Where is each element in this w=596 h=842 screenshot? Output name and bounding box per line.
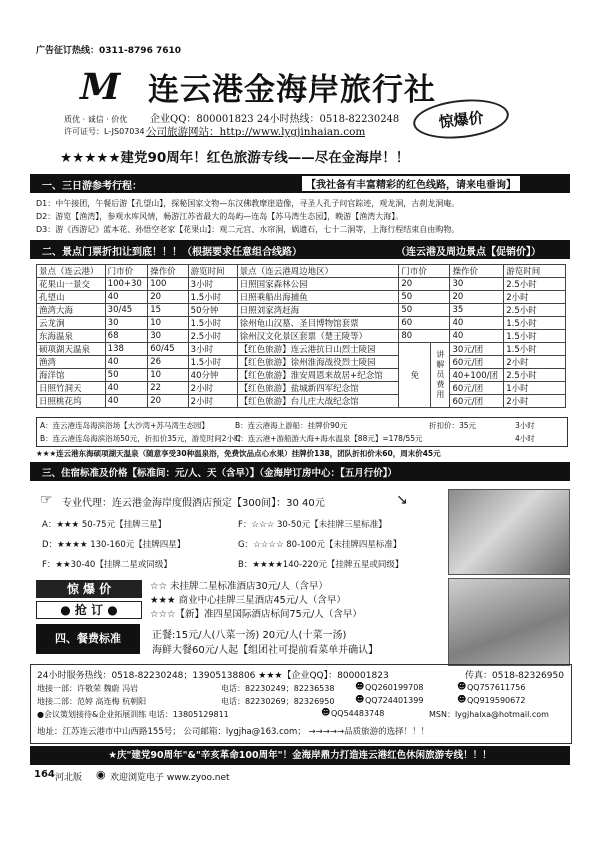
section2-title: 二、景点门票折扣让到底！！！（根据要求任意组合线路） [42, 247, 302, 258]
cell: 80 [399, 330, 431, 343]
ticket-price-table [36, 264, 566, 408]
shock-price-badge: 惊爆价 [411, 95, 510, 143]
grab-booking-label: ● 抢 订 ● [36, 601, 142, 619]
col-header: 操作价 [148, 265, 188, 278]
combo-b-note: B：连云港连岛海滨浴场50元，折扣价35元，游览时间2小时 [40, 434, 242, 443]
col-header: 操作价 [450, 265, 504, 278]
hotel-row-2-right: G：☆☆☆☆ 80-100元【未挂牌四星标准】 [238, 540, 402, 550]
cell: 1.5小时 [188, 291, 237, 304]
cell: 3小时 [188, 343, 237, 356]
dept2-qq-a: QQ724401399 [365, 696, 424, 705]
dept1-staff: 地接一部：许敬荣 魏蔚 冯岩 [37, 684, 139, 693]
combo-box [36, 417, 568, 447]
cell: 3小时 [188, 278, 237, 291]
cell: 2.5小时 [504, 278, 566, 291]
cell: 徐州汉文化景区套票（楚王陵等） [237, 330, 399, 343]
shock-price-label: 惊 爆 价 [36, 580, 142, 598]
cell: 2小时 [188, 395, 237, 408]
cell: 【红色旅游】淮安周恩来故居+纪念馆 [237, 369, 399, 382]
footer-banner: ★庆"建党90周年"&"辛亥革命100周年"！金海岸鼎力打造连云港红色休闲旅游专线！！！ [30, 746, 570, 765]
hotel-row-3-right: B：★★★★140-220元【挂牌五星或同级】 [238, 560, 404, 570]
cell: 渔湾大海 [37, 304, 106, 317]
website[interactable]: 公司旅游网站：http://www.lygjinhaian.com [146, 126, 366, 138]
section1-header [30, 174, 570, 193]
cell: 60元/团 [450, 356, 504, 369]
qq-icon: ☻ [321, 708, 331, 718]
cell: 1.5小时 [188, 356, 237, 369]
msn[interactable]: MSN：lygjhalxa@hotmail.com [429, 710, 549, 719]
cell-spacer [431, 304, 450, 317]
qq-icon: ☻ [457, 695, 467, 705]
cell: 花果山一景交 [37, 278, 106, 291]
conference-qq: QQ54483748 [331, 709, 385, 718]
combo-time-1: 3小时 [515, 421, 535, 430]
logo-mark: M [75, 66, 125, 108]
dept1-phone: 电话：82230249；82236538 [221, 684, 335, 693]
cell: 20 [399, 278, 431, 291]
cell: 68 [105, 330, 148, 343]
promo-line-2: ★★★ 商业中心挂牌三星酒店45元/人（含早） [150, 595, 346, 606]
hotel-row-2-left: D：★★★★ 130-160元【挂牌四星】 [42, 540, 186, 550]
qq-icon: ☻ [457, 682, 467, 692]
cell: 日照国家森林公园 [237, 278, 399, 291]
brand-url[interactable]: 欢迎浏览电子 www.zyoo.net [110, 773, 230, 783]
cell: 30/45 [105, 304, 148, 317]
cell: 22 [148, 382, 188, 395]
edition: 河北版 [55, 773, 83, 783]
cell: 20 [450, 291, 504, 304]
section2-header [30, 240, 570, 259]
cell: 40 [105, 291, 148, 304]
cell-spacer [431, 330, 450, 343]
hotel-row-1-right: F：☆☆☆ 30-50元【未挂牌三星标准】 [238, 520, 387, 530]
itinerary-day2: D2：游览【渔湾】，参观水库风情，畅游江苏省最大的岛屿—连岛【苏马湾生态园】，晚游【渔湾大海】。 [36, 212, 404, 221]
cell: 35 [450, 304, 504, 317]
cell: 【红色旅游】台儿庄大战纪念馆 [237, 395, 399, 408]
page-number: 164 [34, 769, 55, 780]
col-header: 门市价 [105, 265, 148, 278]
hotel-row-1-left: A：★★★ 50-75元【挂牌三星】 [42, 520, 167, 530]
table-row [37, 343, 566, 356]
ad-hotline: 广告征订热线：0311-8796 7610 [36, 46, 182, 56]
cell: 日照刘家湾赶海 [237, 304, 399, 317]
header [30, 56, 570, 144]
cell: 日照竹洞天 [37, 382, 106, 395]
meal-line-1: 正餐:15元/人(八菜一汤) 20元/人(十菜一汤) [152, 630, 347, 641]
brand-icon: ◉ [96, 768, 106, 781]
combo-price: 折扣价：35元 [429, 421, 477, 430]
cell: 30 [148, 330, 188, 343]
section3-title: 三、住宿标准及价格【标准间：元/人、天（含早）】（金海岸订房中心：【五月行价】） [42, 468, 397, 479]
hot-spring-footnote: ★★★连云港东海硕项湖天温泉（随意享受30种温泉浴，免费饮品点心水果）挂牌价138，团队折扣价未60，周末价45元 [36, 449, 441, 458]
itinerary-day3: D3：游《西游记》蓝本花、孙悟空老家【花果山】：观二元宫、水帘洞，娲遗石，七十二洞等，上海行程结束自由购物。 [36, 225, 460, 234]
cell: 20 [148, 395, 188, 408]
cell: 1.5小时 [188, 317, 237, 330]
cell: 云龙涧 [37, 317, 106, 330]
contact-box [30, 664, 572, 744]
section4-title: 四、餐费标准 [36, 624, 140, 654]
cell: 1.5小时 [504, 330, 566, 343]
combo-c: C：连云港+游船游大海+海水温泉【88元】=178/55元 [235, 434, 423, 443]
cell: 26 [148, 356, 188, 369]
combo-a: A：连云港连岛海滨浴场【大沙湾+苏马湾生态园】 [40, 421, 209, 430]
table-header-row [37, 265, 566, 278]
service-hotline: 24小时服务热线：0518-82230248；13905138806 ★★★【企业QQ】：800001823 [37, 671, 389, 681]
dept1-qq-b: QQ757611756 [467, 683, 526, 692]
dept2-staff: 地接二部：范婷 高连梅 杭朝阳 [37, 697, 147, 706]
itinerary-day1: D1：中午接团，午餐后游【孔望山】，探秘国家文物—东汉佛教摩崖造像，寻圣人孔子问官踪迹，观龙洞，古刹龙洞庵。 [36, 199, 460, 208]
qq-icon: ☻ [355, 682, 365, 692]
qq-icon: ☻ [355, 695, 365, 705]
cell-spacer [431, 317, 450, 330]
cell: 日照桃花坞 [37, 395, 106, 408]
cell: 40 [450, 317, 504, 330]
cell: 1小时 [504, 382, 566, 395]
col-header: 游览时间 [188, 265, 237, 278]
table-row [37, 278, 566, 291]
combo-time-2: 4小时 [515, 434, 535, 443]
cell: 60/45 [148, 343, 188, 356]
arrow-icon: ↘ [396, 492, 408, 508]
cell: 100+30 [105, 278, 148, 291]
cell: 50 [399, 304, 431, 317]
section3-header [30, 462, 570, 481]
cell: 2.5小时 [504, 369, 566, 382]
cell: 徐州龟山汉墓、圣目博物馆套票 [237, 317, 399, 330]
headline: ★★★★★建党90周年！红色旅游专线——尽在金海岸！！ [60, 150, 410, 166]
cell: 20 [148, 291, 188, 304]
section1-note: 【我社备有丰富精彩的红色线路，请来电垂询】 [302, 176, 520, 191]
table-row [37, 395, 566, 408]
cell: 2小时 [188, 382, 237, 395]
cell: 硕项湖天温泉 [37, 343, 106, 356]
table-row [37, 317, 566, 330]
cell: 10 [148, 317, 188, 330]
dept1-qq-a: QQ260199708 [365, 683, 424, 692]
cell: 日照乘船出海捕鱼 [237, 291, 399, 304]
dept2-qq-b: QQ919590672 [467, 696, 526, 705]
table-row [37, 304, 566, 317]
cell: 2小时 [504, 356, 566, 369]
cell: 2.5小时 [504, 304, 566, 317]
hand-icon: ☞ [40, 492, 53, 508]
col-header: 游览时间 [504, 265, 566, 278]
merged-fee-cell: 讲解员费用 [431, 343, 450, 408]
cell: 海洋馆 [37, 369, 106, 382]
cell: 138 [105, 343, 148, 356]
table-row [37, 330, 566, 343]
table-row [37, 382, 566, 395]
cell: 40 [105, 395, 148, 408]
cell: 2小时 [504, 291, 566, 304]
combo-boat: B：连云港海上游船：挂牌价90元 [235, 421, 348, 430]
cell: 40+100/团 [450, 369, 504, 382]
cell: 40 [105, 356, 148, 369]
cell: 50 [105, 369, 148, 382]
cell: 30 [105, 317, 148, 330]
conference-line: ●会议策划接待&企业拓展训练 电话：13805129811 [37, 710, 229, 719]
cell: 50 [399, 291, 431, 304]
cell-spacer [431, 291, 450, 304]
section1-title: 一、三日游参考行程： [42, 181, 142, 192]
agent-line: 专业代理：连云港金海岸度假酒店预定【300间】：30 40元 [62, 498, 325, 509]
promo-line-3: ☆☆☆【新】准四星国际酒店标间75元/人（含早） [150, 609, 362, 620]
cell: 100 [148, 278, 188, 291]
cell: 【红色旅游】盐城新四军纪念馆 [237, 382, 399, 395]
cell: 孔望山 [37, 291, 106, 304]
hotel-row-3-left: F：★★30-40【挂牌二星或同级】 [42, 560, 172, 570]
cell: 2.5小时 [188, 330, 237, 343]
seaside-photo [448, 578, 570, 666]
table-row [37, 356, 566, 369]
meal-line-2: 海鲜大餐60元/人起【组团社可提前看菜单并确认】 [152, 645, 379, 656]
fax: 传真：0518-82326950 [465, 671, 564, 681]
dept2-phone: 电话：82230269；82326950 [221, 697, 335, 706]
cell: 1.5小时 [504, 343, 566, 356]
col-header: 景点（连云港周边地区） [237, 265, 399, 278]
col-header: 景点（连云港） [37, 265, 106, 278]
cell: 1.5小时 [504, 317, 566, 330]
cell: 60元/团 [450, 395, 504, 408]
cell-spacer [431, 278, 450, 291]
cell: 15 [148, 304, 188, 317]
hotel-room-photo [448, 489, 570, 575]
cell: 60元/团 [450, 382, 504, 395]
logo-tagline: 质优 · 诚信 · 价优 [64, 115, 128, 124]
col-header: 门市价 [399, 265, 431, 278]
address-line: 地址：江苏连云港市中山西路155号； 公司邮箱：lygjha@163.com； →→→→→品质旅游的选择！！！ [37, 727, 430, 737]
col-header-spacer [431, 265, 450, 278]
cell: 50分钟 [188, 304, 237, 317]
cell: 【红色旅游】徐州淮海战役烈士陵园 [237, 356, 399, 369]
cell: 30 [450, 278, 504, 291]
company-name: 连云港金海岸旅行社 [148, 72, 436, 108]
cell: 10 [148, 369, 188, 382]
cell: 2小时 [504, 395, 566, 408]
cell: 30元/团 [450, 343, 504, 356]
cell: 60 [399, 317, 431, 330]
cell: 渔湾 [37, 356, 106, 369]
cell: 40 [105, 382, 148, 395]
license-number: 许可证号：L-JS07034 [64, 127, 145, 136]
promo-line-1: ☆☆ 未挂牌二星标准酒店30元/人（含早） [150, 581, 328, 592]
company-logo [70, 68, 134, 108]
table-row [37, 369, 566, 382]
section2-badge: （连云港及周边景点【促销价】） [396, 247, 541, 258]
qq-hotline: 企业QQ：800001823 24小时热线：0518-82230248 [150, 114, 400, 125]
cell: 40分钟 [188, 369, 237, 382]
cell: 东海温泉 [37, 330, 106, 343]
table-row [37, 291, 566, 304]
cell: 40 [450, 330, 504, 343]
merged-free-cell: 免 [399, 343, 431, 408]
cell: 【红色旅游】连云港抗日山烈士陵园 [237, 343, 399, 356]
